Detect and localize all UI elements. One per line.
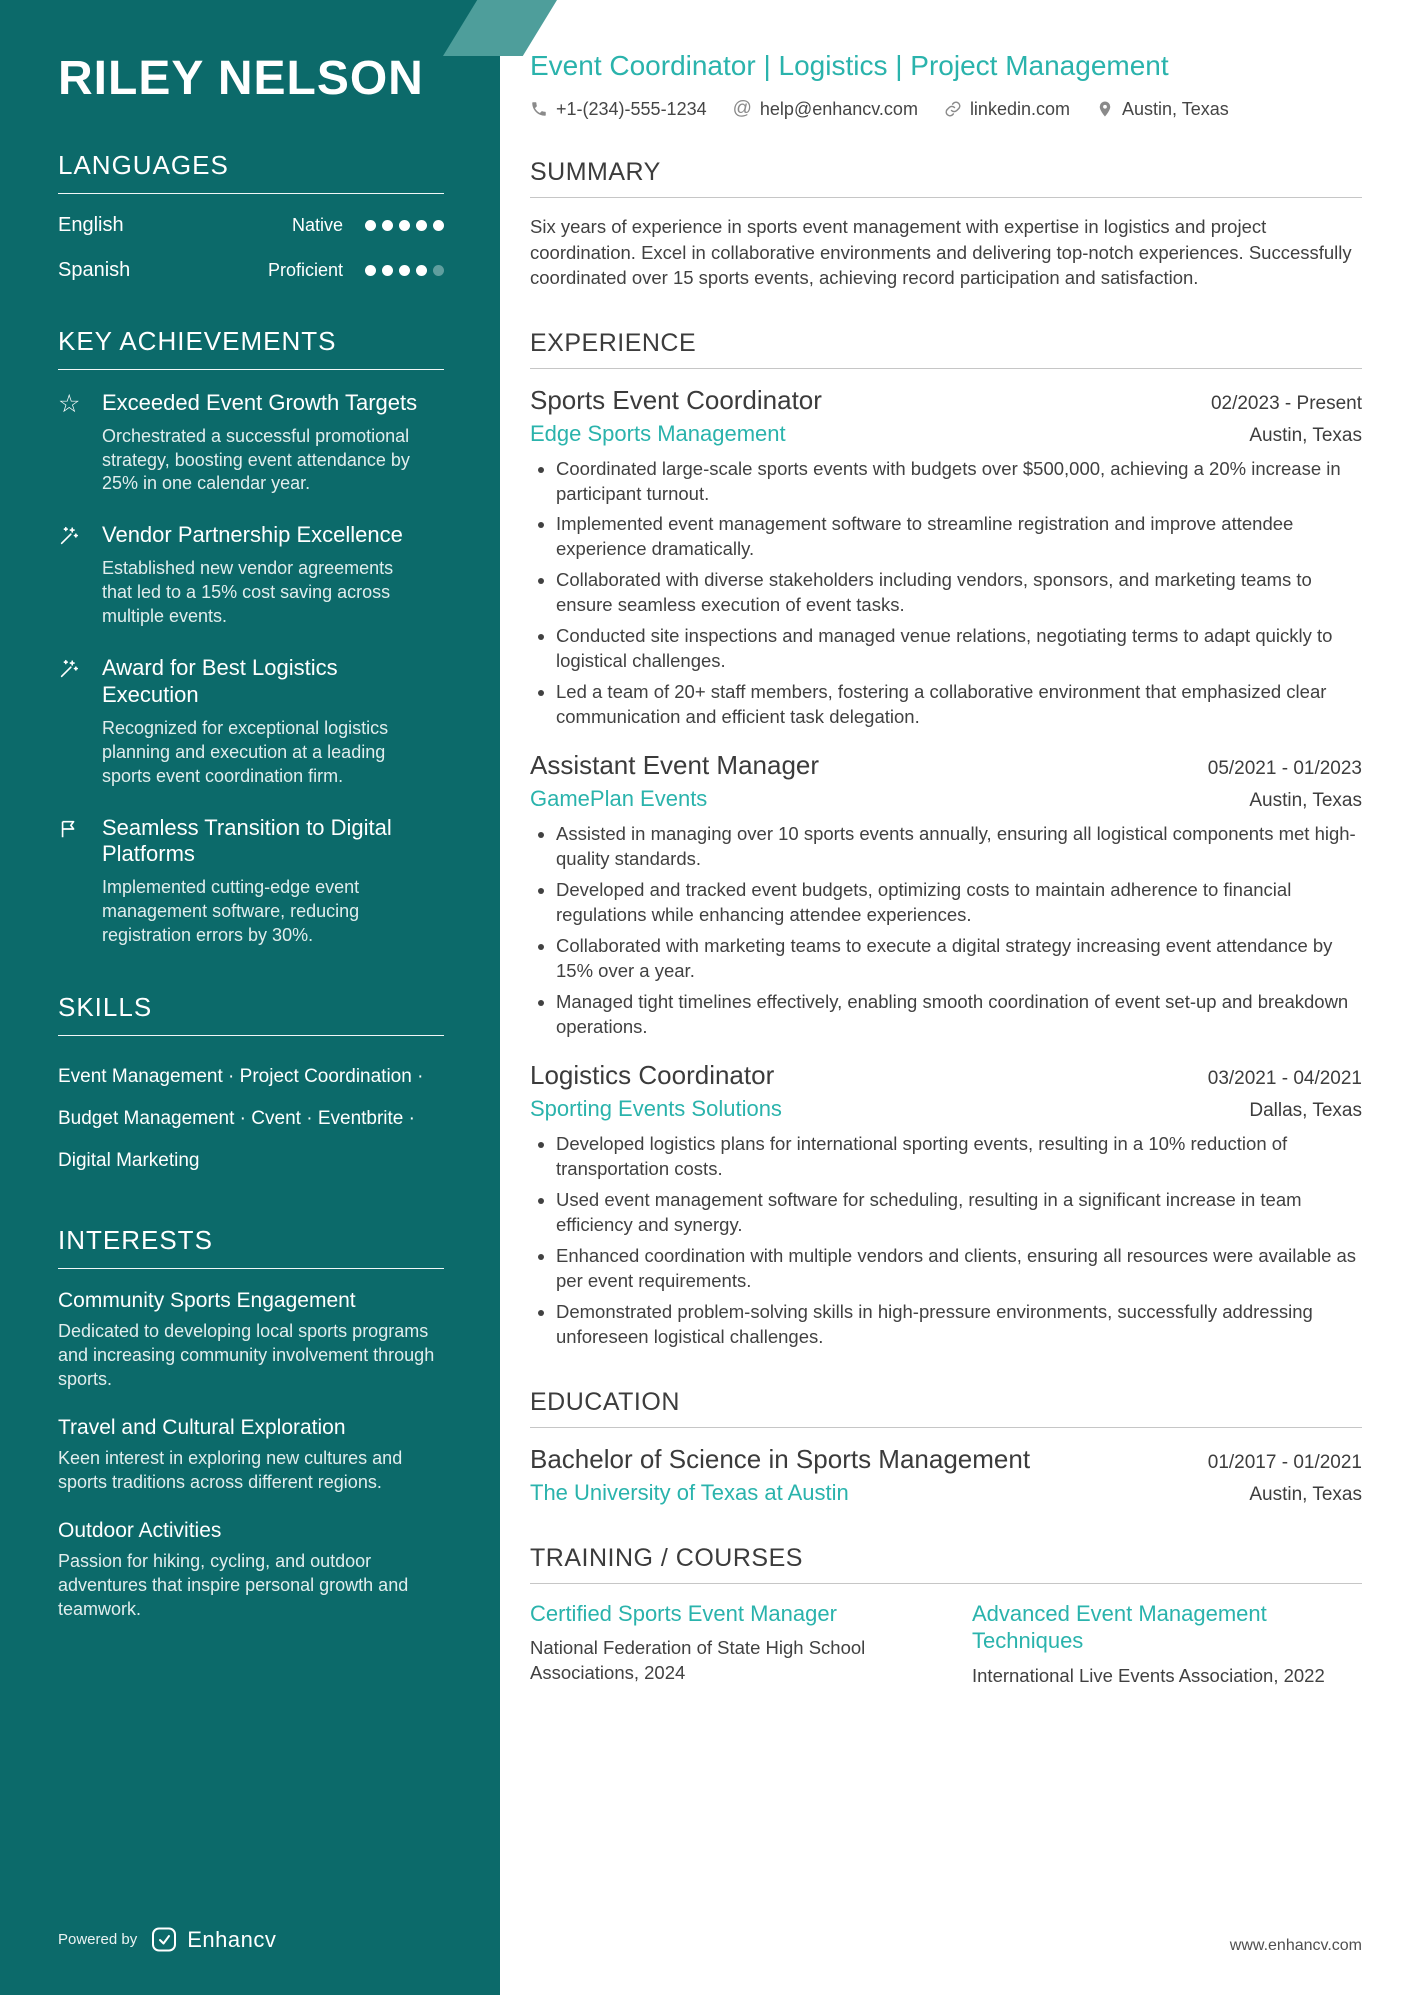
enhancv-logo[interactable] (149, 1926, 276, 1953)
interest-item (58, 1519, 444, 1622)
proficiency-dot (399, 265, 410, 276)
experience-entry (530, 750, 1362, 1040)
achievements-title: KEY ACHIEVEMENTS (58, 326, 444, 370)
job-bullet: • Collaborated with diverse stakeholders including vendors, sponsors, and marketing teams to ensure seamless execution of event tasks. (556, 568, 1362, 618)
skill-item: Budget Management · (58, 1108, 246, 1129)
skill-item: Project Coordination · (240, 1066, 424, 1087)
location-text: Austin, Texas (1121, 98, 1229, 119)
job-bullets (530, 822, 1362, 1040)
job-header (530, 1060, 1362, 1091)
contact-row (530, 98, 1362, 120)
interest-title: Outdoor Activities (58, 1519, 222, 1543)
achievement-title: Vendor Partnership Excellence (102, 522, 403, 548)
education-title: EDUCATION (530, 1388, 1362, 1428)
job-bullet: • Used event management software for scheduling, resulting in a significant increase in team efficiency and synergy. (556, 1188, 1362, 1238)
job-title: Sports Event Coordinator (530, 384, 822, 415)
achievement-item (58, 390, 444, 497)
achievement-item (58, 815, 444, 948)
language-row (58, 259, 444, 282)
language-name: Spanish (58, 258, 131, 281)
location-contact (1096, 99, 1229, 120)
job-subheader (530, 786, 1362, 812)
achievement-description: Established new vendor agreements that led to a 15% cost saving across multiple events. (102, 558, 394, 627)
proficiency-dot (382, 265, 393, 276)
location-icon (1096, 100, 1114, 118)
summary-text: Six years of experience in sports event management with expertise in logistics and project coordination. Excel in collaborative environments and delivering top-notch experiences. Successfully coordinated over 15 sports events, achieving record participation and satisfaction. (530, 216, 1352, 289)
wand-icon (58, 655, 102, 788)
proficiency-dot (416, 220, 427, 231)
company-name: Sporting Events Solutions (530, 1095, 782, 1121)
wand-icon (58, 522, 102, 629)
proficiency-dot (382, 220, 393, 231)
main-content (500, 0, 1410, 1995)
company-name: Edge Sports Management (530, 420, 786, 446)
achievement-body (102, 390, 444, 497)
achievement-body (102, 655, 444, 788)
job-bullet: • Conducted site inspections and managed venue relations, negotiating terms to adapt quickly to logistical challenges. (556, 624, 1362, 674)
language-proficiency-dots (359, 214, 444, 237)
course-organization: National Federation of State High School Associations, 2024 (530, 1637, 866, 1684)
interest-title: Community Sports Engagement (58, 1289, 356, 1313)
link-contact[interactable] (944, 99, 1070, 120)
course-item (972, 1600, 1362, 1689)
achievement-description: Implemented cutting-edge event management software, reducing registration errors by 30%. (102, 877, 360, 946)
skill-item: Eventbrite · (318, 1108, 415, 1129)
education-header (530, 1444, 1362, 1475)
phone-number: +1-(234)-555-1234 (556, 98, 707, 119)
interests-section (58, 1225, 444, 1622)
powered-by-label: Powered by (58, 1931, 138, 1948)
experience-entry (530, 1060, 1362, 1350)
interest-description: Passion for hiking, cycling, and outdoor adventures that inspire personal growth and teamwork. (58, 1551, 409, 1619)
language-row (58, 214, 444, 237)
achievement-title: Seamless Transition to Digital Platforms (102, 814, 392, 867)
school-name: The University of Texas at Austin (530, 1479, 849, 1505)
job-subheader (530, 1096, 1362, 1122)
course-organization: International Live Events Association, 2022 (972, 1664, 1325, 1686)
flag-icon (58, 815, 102, 948)
phone-contact[interactable] (530, 99, 707, 120)
achievement-title: Exceeded Event Growth Targets (102, 389, 418, 415)
skills-list (58, 1056, 444, 1181)
job-bullet: • Enhanced coordination with multiple vendors and clients, ensuring all resources were available as per event requirements. (556, 1244, 1362, 1294)
achievement-title: Award for Best Logistics Execution (102, 655, 338, 707)
skills-title: SKILLS (58, 992, 444, 1036)
job-header (530, 750, 1362, 781)
proficiency-dot (433, 220, 444, 231)
link-icon (944, 100, 962, 118)
achievement-item (58, 655, 444, 788)
job-title: Assistant Event Manager (530, 750, 820, 781)
achievement-body (102, 815, 444, 948)
phone-icon (530, 100, 548, 118)
summary-title: SUMMARY (530, 158, 1362, 198)
job-bullets (530, 457, 1362, 731)
degree-title: Bachelor of Science in Sports Management (530, 1443, 1031, 1474)
skill-item: Event Management · (58, 1066, 234, 1087)
skills-section (58, 992, 444, 1181)
proficiency-dot (365, 265, 376, 276)
job-bullet: • Assisted in managing over 10 sports events annually, ensuring all logistical components met high-quality standards. (556, 822, 1362, 872)
achievement-description: Orchestrated a successful promotional strategy, boosting event attendance by 25% in one calendar year. (102, 425, 410, 494)
experience-entry (530, 385, 1362, 731)
course-item (530, 1600, 920, 1689)
job-bullet: • Implemented event management software to streamline registration and improve attendee experience dramatically. (556, 512, 1362, 562)
achievement-description: Recognized for exceptional logistics planning and execution at a leading sports event coordination firm. (102, 717, 389, 786)
job-bullet: • Managed tight timelines effectively, enabling smooth coordination of event set-up and breakdown operations. (556, 990, 1362, 1040)
interest-description: Keen interest in exploring new cultures and sports traditions across different regions. (58, 1448, 403, 1493)
training-title: TRAINING / COURSES (530, 1544, 1362, 1584)
job-bullet: • Led a team of 20+ staff members, fostering a collaborative environment that emphasized clear communication and efficient task delegation. (556, 680, 1362, 730)
job-bullet: • Developed and tracked event budgets, optimizing costs to maintain adherence to financial regulations while enhancing attendee experiences. (556, 878, 1362, 928)
enhancv-url[interactable]: www.enhancv.com (1229, 1937, 1362, 1954)
job-location: Austin, Texas (1249, 424, 1362, 446)
achievements-section (58, 326, 444, 948)
experience-title: EXPERIENCE (530, 329, 1362, 369)
proficiency-dot (416, 265, 427, 276)
headline: Event Coordinator | Logistics | Project Management (530, 50, 1169, 81)
email-contact[interactable] (733, 98, 918, 120)
job-bullet: • Collaborated with marketing teams to execute a digital strategy increasing event attendance by 15% over a year. (556, 934, 1362, 984)
job-bullet: • Demonstrated problem-solving skills in high-pressure environments, successfully addressing unforeseen logistical challenges. (556, 1300, 1362, 1350)
achievement-body (102, 522, 444, 629)
language-proficiency-dots (359, 259, 444, 282)
course-title: Advanced Event Management Techniques (972, 1600, 1267, 1654)
skill-item: Digital Marketing (58, 1149, 200, 1171)
education-subheader (530, 1480, 1362, 1506)
powered-by-footer (58, 1926, 276, 1953)
education-dates: 01/2017 - 01/2021 (1207, 1451, 1362, 1473)
email-icon: @ (732, 98, 752, 119)
job-location: Dallas, Texas (1249, 1099, 1362, 1121)
language-level: Proficient (267, 259, 343, 280)
company-name: GamePlan Events (530, 786, 708, 812)
course-title: Certified Sports Event Manager (530, 1600, 837, 1626)
language-name: English (58, 213, 124, 236)
job-bullets (530, 1132, 1362, 1350)
language-level: Native (291, 214, 343, 235)
interest-item (58, 1289, 444, 1392)
sidebar (0, 0, 500, 1995)
job-location: Austin, Texas (1249, 790, 1362, 812)
job-header (530, 385, 1362, 416)
interest-title: Travel and Cultural Exploration (58, 1416, 346, 1440)
job-subheader (530, 421, 1362, 447)
proficiency-dot (365, 220, 376, 231)
education-entry (530, 1444, 1362, 1506)
proficiency-dot (399, 220, 410, 231)
email-address: help@enhancv.com (759, 98, 918, 119)
enhancv-brand-name: Enhancv (187, 1926, 277, 1952)
skill-item: Cvent · (251, 1108, 312, 1129)
link-text: linkedin.com (969, 98, 1070, 119)
languages-section (58, 150, 444, 282)
enhancv-logo-icon (149, 1926, 179, 1953)
interest-description: Dedicated to developing local sports programs and increasing community involvement through sports. (58, 1321, 435, 1390)
interests-title: INTERESTS (58, 1225, 444, 1269)
interest-item (58, 1416, 444, 1495)
training-grid (530, 1600, 1362, 1689)
star-icon: ☆ (58, 389, 81, 418)
candidate-name: RILEY NELSON (58, 52, 424, 105)
education-location: Austin, Texas (1249, 1483, 1362, 1505)
achievement-item (58, 522, 444, 629)
job-title: Logistics Coordinator (530, 1059, 775, 1090)
job-dates: 03/2021 - 04/2021 (1207, 1067, 1362, 1089)
job-dates: 05/2021 - 01/2023 (1207, 758, 1362, 780)
job-bullet: • Developed logistics plans for international sporting events, resulting in a 10% reduction of transportation costs. (556, 1132, 1362, 1182)
languages-title: LANGUAGES (58, 150, 444, 194)
job-bullet: • Coordinated large-scale sports events with budgets over $500,000, achieving a 20% increase in participant turnout. (556, 457, 1362, 507)
job-dates: 02/2023 - Present (1210, 392, 1362, 414)
proficiency-dot (433, 265, 444, 276)
